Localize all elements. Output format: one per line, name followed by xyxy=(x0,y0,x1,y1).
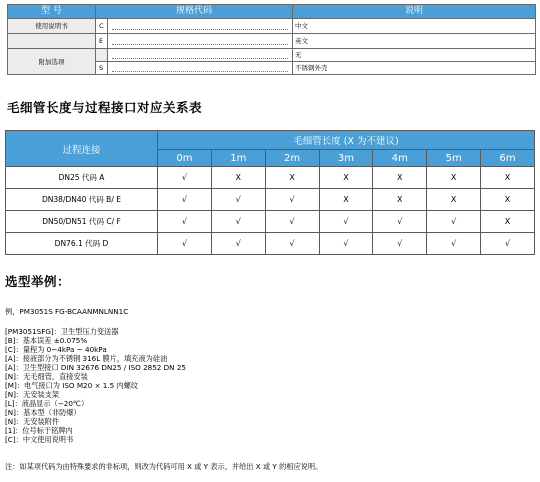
row-label: DN50/DN51 代码 C/ F xyxy=(6,211,158,233)
option-row-none xyxy=(8,49,536,62)
mark-cell: √ xyxy=(427,233,481,255)
option-code-s: S xyxy=(96,62,108,75)
mark-cell: √ xyxy=(319,211,373,233)
list-item: [L]：液晶显示（−20℃） xyxy=(5,399,89,408)
mark-cell: X xyxy=(373,167,427,189)
length-header: 1m xyxy=(211,150,265,167)
compat-header-row xyxy=(6,131,535,150)
mark-cell: √ xyxy=(373,211,427,233)
length-header: 6m xyxy=(481,150,535,167)
table-row xyxy=(6,189,535,211)
list-item: [N]：无安装支架 xyxy=(5,390,60,399)
mark-cell: √ xyxy=(265,233,319,255)
mark-cell: X xyxy=(319,189,373,211)
list-item: [A]：卫生型接口 DIN 32676 DN25 / ISO 2852 DN 25 xyxy=(5,363,186,372)
option-desc-none: 无 xyxy=(293,49,536,62)
list-item: [PM3051SFG]：卫生型压力变送器 xyxy=(5,327,119,336)
header-desc: 说明 xyxy=(293,5,536,19)
mark-cell: √ xyxy=(158,211,212,233)
length-header: 2m xyxy=(265,150,319,167)
manual-code-e: E xyxy=(96,34,108,49)
list-item: [1]：位号标于铭牌内 xyxy=(5,426,73,435)
manual-row-c xyxy=(8,19,536,34)
list-item: [N]：无安装附件 xyxy=(5,417,60,426)
option-desc-s: 不锈钢外壳 xyxy=(293,62,536,75)
table-row xyxy=(6,211,535,233)
list-item: [B]：基本误差 ±0.075% xyxy=(5,336,88,345)
mark-cell: √ xyxy=(427,211,481,233)
header-code: 规格代码 xyxy=(96,5,293,19)
mark-cell: X xyxy=(265,167,319,189)
header-model: 型 号 xyxy=(8,5,96,19)
example-code-line: 例，PM3051S FG-BCAANMNLNN1C xyxy=(5,307,129,316)
mark-cell: X xyxy=(427,167,481,189)
dotted-leader xyxy=(112,53,288,59)
mark-cell: X xyxy=(427,189,481,211)
example-explanation-list xyxy=(5,327,186,444)
list-item: [M]：电气接口为 ISO M20 × 1.5 内螺纹 xyxy=(5,381,139,390)
capillary-compat-table xyxy=(5,130,535,255)
mark-cell: √ xyxy=(265,211,319,233)
mark-cell: X xyxy=(373,189,427,211)
manual-label: 使用说明书 xyxy=(8,19,96,34)
manual-code-c: C xyxy=(96,19,108,34)
length-header: 5m xyxy=(427,150,481,167)
manual-desc-e: 英文 xyxy=(293,34,536,49)
table-row xyxy=(6,233,535,255)
mark-cell: √ xyxy=(158,189,212,211)
length-header: 3m xyxy=(319,150,373,167)
row-label: DN38/DN40 代码 B/ E xyxy=(6,189,158,211)
mark-cell: √ xyxy=(211,233,265,255)
mark-cell: X xyxy=(319,167,373,189)
order-table-header xyxy=(8,5,536,19)
options-label: 附加选项 xyxy=(8,49,96,75)
mark-cell: √ xyxy=(158,167,212,189)
mark-cell: √ xyxy=(158,233,212,255)
dotted-leader xyxy=(112,24,288,30)
table-row xyxy=(6,167,535,189)
mark-cell: √ xyxy=(373,233,427,255)
dotted-leader xyxy=(112,39,288,45)
example-title: 选型举例： xyxy=(5,274,71,289)
mark-cell: √ xyxy=(481,233,535,255)
mark-cell: X xyxy=(481,211,535,233)
process-connection-header: 过程连接 xyxy=(6,131,158,167)
dotted-leader xyxy=(112,66,288,72)
row-label: DN76.1 代码 D xyxy=(6,233,158,255)
manual-desc-c: 中文 xyxy=(293,19,536,34)
capillary-length-header: 毛细管长度 (X 为不建议) xyxy=(158,131,535,150)
mark-cell: X xyxy=(211,167,265,189)
row-label: DN25 代码 A xyxy=(6,167,158,189)
list-item: [A]：接液部分为不锈钢 316L 膜片，填充液为硅油 xyxy=(5,354,168,363)
length-header: 4m xyxy=(373,150,427,167)
list-item: [C]：中文使用说明书 xyxy=(5,435,74,444)
mark-cell: √ xyxy=(265,189,319,211)
list-item: [N]：无毛细管，直接安装 xyxy=(5,372,88,381)
list-item: [C]：量程为 0~4kPa ~ 40kPa xyxy=(5,345,107,354)
mark-cell: X xyxy=(481,189,535,211)
footnote: 注：如某项代码为由特殊要求的非标项，则改为代码可用 X 或 Y 表示，并给出 X 或 Y 的相应说明。 xyxy=(5,462,323,471)
mark-cell: √ xyxy=(211,211,265,233)
mark-cell: X xyxy=(481,167,535,189)
manual-row-e xyxy=(8,34,536,49)
length-header: 0m xyxy=(158,150,212,167)
mark-cell: √ xyxy=(319,233,373,255)
order-code-table xyxy=(7,4,536,75)
mark-cell: √ xyxy=(211,189,265,211)
section-title: 毛细管长度与过程接口对应关系表 xyxy=(7,100,203,115)
list-item: [N]：基本型（非防爆） xyxy=(5,408,81,417)
